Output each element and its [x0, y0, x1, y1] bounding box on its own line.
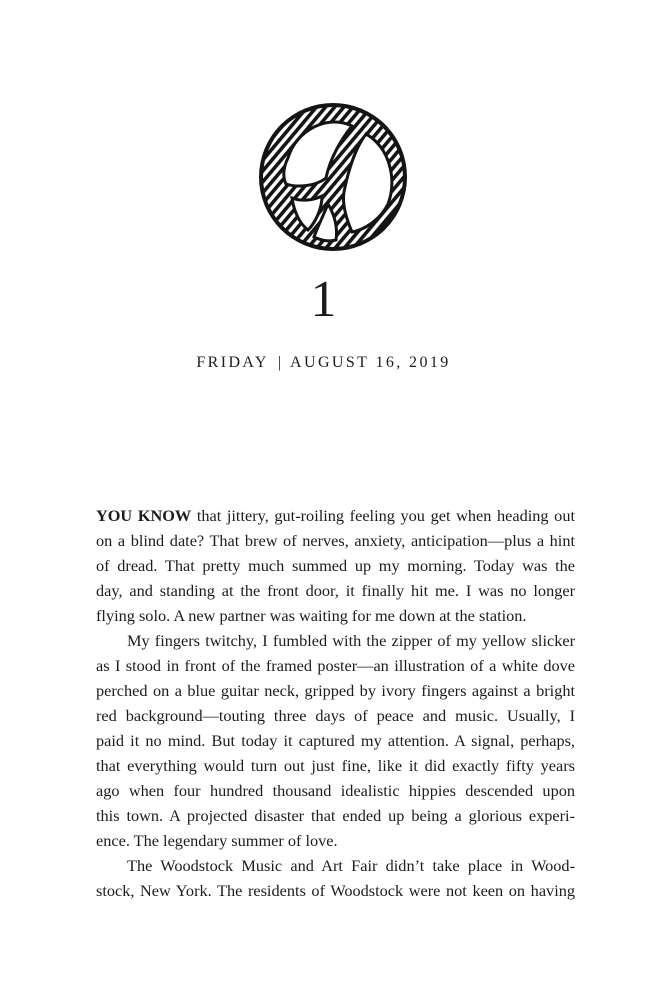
- body-line: of dread. That pretty much summed up my morning. Today was the: [96, 556, 575, 575]
- body-line: perched on a blue guitar neck, gripped by ivory fingers against a bright: [96, 681, 575, 700]
- peace-sign-icon: [256, 100, 410, 254]
- chapter-date: AUGUST 16, 2019: [290, 354, 451, 371]
- chapter-number: 1: [310, 271, 337, 328]
- lead-in: YOU KNOW: [96, 506, 192, 525]
- body-line: flying solo. A new partner was waiting for me down at the station.: [96, 606, 527, 625]
- chapter-body: [96, 503, 575, 903]
- body-line: paid it no mind. But today it captured my attention. A signal, perhaps,: [96, 731, 575, 750]
- chapter-separator: |: [277, 354, 282, 371]
- body-line: YOU KNOW that jittery, gut-roiling feeling you get when heading out: [96, 506, 575, 525]
- body-line: My fingers twitchy, I fumbled with the zipper of my yellow slicker: [127, 631, 575, 650]
- body-line: red background—touting three days of peace and music. Usually, I: [96, 706, 575, 725]
- body-line: ence. The legendary summer of love.: [96, 831, 338, 850]
- body-line: The Woodstock Music and Art Fair didn’t take place in Wood-: [127, 856, 575, 875]
- body-line: that everything would turn out just fine, like it did exactly fifty years: [96, 756, 575, 775]
- chapter-heading: [0, 352, 647, 374]
- body-line: ago when four hundred thousand idealistic hippies descended upon: [96, 781, 575, 800]
- body-line: on a blind date? That brew of nerves, anxiety, anticipation—plus a hint: [96, 531, 575, 550]
- chapter-day: FRIDAY: [196, 354, 269, 371]
- body-line: as I stood in front of the framed poster—an illustration of a white dove: [96, 656, 575, 675]
- body-line: stock, New York. The residents of Woodstock were not keen on having: [96, 881, 575, 900]
- body-line: this town. A projected disaster that ended up being a glorious experi-: [96, 806, 575, 825]
- body-line: day, and standing at the front door, it finally hit me. I was no longer: [96, 581, 575, 600]
